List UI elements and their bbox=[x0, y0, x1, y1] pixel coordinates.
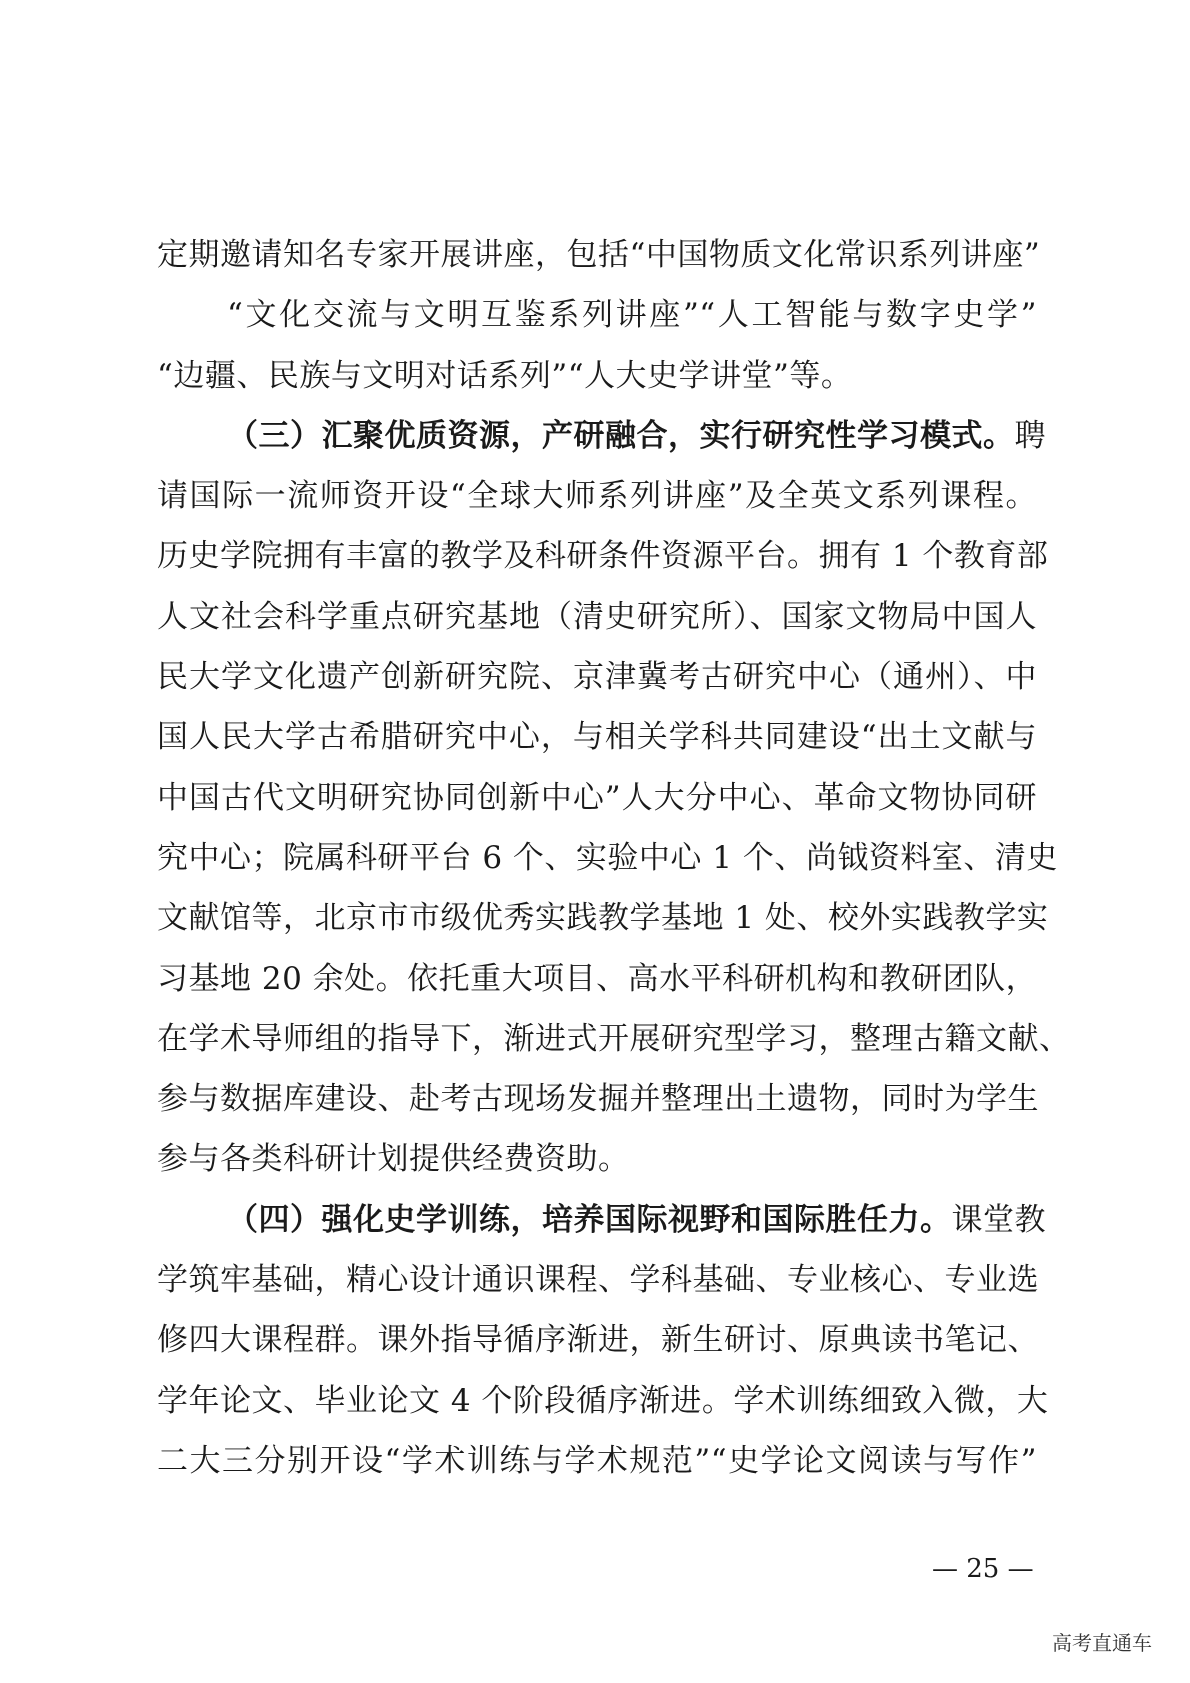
text-line: 习基地 20 余处。依托重大项目、高水平科研机构和教研团队， bbox=[157, 960, 1038, 997]
text-line: 国人民大学古希腊研究中心，与相关学科共同建设“出土文献与 bbox=[157, 719, 1037, 756]
text-line: “文化交流与文明互鉴系列讲座”“人工智能与数字史学” bbox=[227, 297, 1037, 334]
text-line: 二大三分别开设“学术训练与学术规范”“史学论文阅读与写作” bbox=[157, 1442, 1037, 1479]
text-line: 中国古代文明研究协同创新中心”人大分中心、革命文物协同研 bbox=[157, 779, 1037, 816]
text-line: 究中心；院属科研平台 6 个、实验中心 1 个、尚钺资料室、清史 bbox=[157, 839, 1058, 876]
section-heading-line bbox=[157, 406, 1046, 466]
page-number: — 25 — bbox=[932, 1554, 1034, 1584]
text-line: 参与数据库建设、赴考古现场发掘并整理出土遗物，同时为学生 bbox=[157, 1081, 1039, 1118]
text-line: 修四大课程群。课外指导循序渐进，新生研讨、原典读书笔记、 bbox=[157, 1322, 1039, 1359]
text-line: 课堂教 bbox=[951, 1201, 1046, 1238]
text-line: 在学术导师组的指导下，渐进式开展研究型学习，整理古籍文献、 bbox=[157, 1020, 1071, 1057]
watermark-text: 高考直通车 bbox=[1052, 1631, 1152, 1655]
text-line: 定期邀请知名专家开展讲座，包括“中国物质文化常识系列讲座” bbox=[157, 237, 1041, 273]
text-line: 文献馆等，北京市市级优秀实践教学基地 1 处、校外实践教学实 bbox=[157, 900, 1049, 937]
text-line: 参与各类科研计划提供经费资助。 bbox=[157, 1141, 630, 1178]
text-line: 民大学文化遗产创新研究院、京津冀考古研究中心（通州）、中 bbox=[157, 659, 1037, 696]
document-body bbox=[157, 225, 1071, 1491]
text-line: 学筑牢基础，精心设计通识课程、学科基础、专业核心、专业选 bbox=[157, 1262, 1039, 1299]
text-line: 聘 bbox=[1014, 417, 1046, 454]
section-heading: （三）汇聚优质资源，产研融合，实行研究性学习模式。 bbox=[227, 417, 1015, 454]
text-line: “边疆、民族与文明对话系列”“人大史学讲堂”等。 bbox=[157, 357, 853, 394]
text-line: 学年论文、毕业论文 4 个阶段循序渐进。学术训练细致入微，大 bbox=[157, 1382, 1049, 1419]
text-line: 请国际一流师资开设“全球大师系列讲座”及全英文系列课程。 bbox=[157, 478, 1037, 515]
section-heading: （四）强化史学训练，培养国际视野和国际胜任力。 bbox=[227, 1201, 952, 1238]
section-heading-line bbox=[157, 1190, 1046, 1250]
text-line: 历史学院拥有丰富的教学及科研条件资源平台。拥有 1 个教育部 bbox=[157, 538, 1049, 575]
text-line: 人文社会科学重点研究基地（清史研究所）、国家文物局中国人 bbox=[157, 598, 1037, 635]
